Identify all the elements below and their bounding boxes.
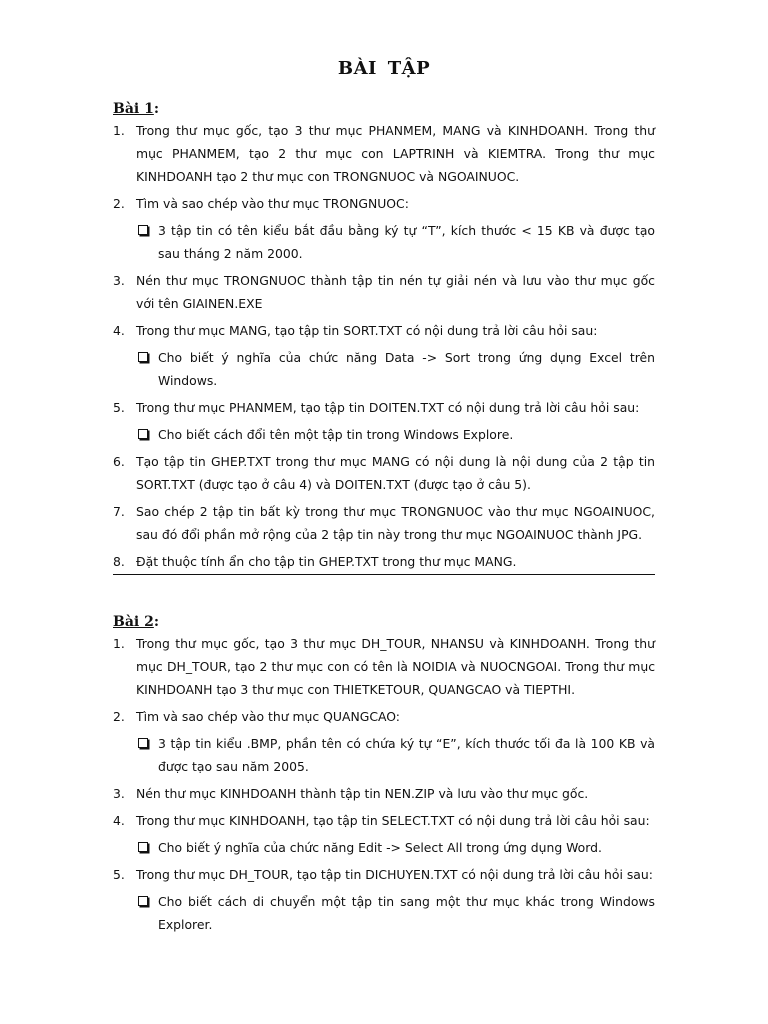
item-text: Trong thư mục MANG, tạo tập tin SORT.TXT có nội dung trả lời câu hỏi sau: <box>136 323 598 338</box>
sub-list-item <box>113 732 655 778</box>
section-heading-label: Bài 2 <box>113 614 154 630</box>
numbered-list-item <box>113 863 655 886</box>
section-divider <box>113 574 655 575</box>
numbered-list-item <box>113 269 655 315</box>
numbered-list-item <box>113 500 655 546</box>
section-bai-1 <box>113 99 655 577</box>
checkbox-bullet-icon <box>138 225 148 235</box>
sub-item-text: 3 tập tin có tên kiểu bắt đầu bằng ký tự “T”, kích thước < 15 KB và được tạo sau tháng 2 năm 2000. <box>158 223 655 261</box>
checkbox-bullet-icon <box>138 738 148 748</box>
item-text: Trong thư mục PHANMEM, tạo tập tin DOITEN.TXT có nội dung trả lời câu hỏi sau: <box>136 400 640 415</box>
item-number: 3. <box>113 273 125 288</box>
numbered-list-item <box>113 319 655 342</box>
item-text: Tìm và sao chép vào thư mục QUANGCAO: <box>136 709 400 724</box>
section-heading <box>113 99 655 119</box>
item-number: 7. <box>113 504 125 519</box>
sub-item-text: Cho biết ý nghĩa của chức năng Data -> Sort trong ứng dụng Excel trên Windows. <box>158 350 655 388</box>
sub-item-text: 3 tập tin kiểu .BMP, phần tên có chứa ký tự “E”, kích thước tối đa là 100 KB và được tạo sau năm 2005. <box>158 736 655 774</box>
exercise-list <box>113 119 655 573</box>
numbered-list-item <box>113 782 655 805</box>
section-bai-2 <box>113 612 655 940</box>
item-text: Nén thư mục TRONGNUOC thành tập tin nén tự giải nén và lưu vào thư mục gốc với tên GIAINEN.EXE <box>136 273 655 311</box>
numbered-list-item <box>113 809 655 832</box>
numbered-list-item <box>113 396 655 419</box>
numbered-list-item <box>113 119 655 188</box>
sub-item-text: Cho biết cách đổi tên một tập tin trong Windows Explore. <box>158 427 514 442</box>
item-text: Trong thư mục KINHDOANH, tạo tập tin SELECT.TXT có nội dung trả lời câu hỏi sau: <box>136 813 650 828</box>
item-text: Tìm và sao chép vào thư mục TRONGNUOC: <box>136 196 409 211</box>
exercise-list <box>113 632 655 936</box>
section-heading-colon: : <box>153 614 160 630</box>
checkbox-bullet-icon <box>138 896 148 906</box>
item-number: 3. <box>113 786 125 801</box>
item-text: Tạo tập tin GHEP.TXT trong thư mục MANG có nội dung là nội dung của 2 tập tin SORT.TXT (được tạo ở câu 4) và DOITEN.TXT (được tạo ở câu 5). <box>136 454 655 492</box>
checkbox-bullet-icon <box>138 352 148 362</box>
item-number: 2. <box>113 196 125 211</box>
item-number: 5. <box>113 400 125 415</box>
sub-list-item <box>113 346 655 392</box>
page-title: BÀI TẬP <box>337 58 431 79</box>
sub-item-text: Cho biết ý nghĩa của chức năng Edit -> Select All trong ứng dụng Word. <box>158 840 602 855</box>
numbered-list-item <box>113 632 655 701</box>
section-heading <box>113 612 655 632</box>
section-heading-label: Bài 1 <box>113 101 154 117</box>
item-number: 4. <box>113 323 125 338</box>
numbered-list-item <box>113 705 655 728</box>
sub-list-item <box>113 219 655 265</box>
item-text: Trong thư mục DH_TOUR, tạo tập tin DICHUYEN.TXT có nội dung trả lời câu hỏi sau: <box>136 867 653 882</box>
numbered-list-item <box>113 550 655 573</box>
item-text: Trong thư mục gốc, tạo 3 thư mục PHANMEM, MANG và KINHDOANH. Trong thư mục PHANMEM, tạo 2 thư mục con LAPTRINH và KIEMTRA. Trong thư mục KINHDOANH tạo 2 thư mục con TRONGNUOC và NGOAINUOC. <box>136 123 655 184</box>
sub-item-text: Cho biết cách di chuyển một tập tin sang một thư mục khác trong Windows Explorer. <box>158 894 655 932</box>
sub-list-item <box>113 890 655 936</box>
item-number: 6. <box>113 454 125 469</box>
item-text: Sao chép 2 tập tin bất kỳ trong thư mục TRONGNUOC vào thư mục NGOAINUOC, sau đó đổi phần mở rộng của 2 tập tin này trong thư mục NGOAINUOC thành JPG. <box>136 504 655 542</box>
item-number: 5. <box>113 867 125 882</box>
item-text: Trong thư mục gốc, tạo 3 thư mục DH_TOUR, NHANSU và KINHDOANH. Trong thư mục DH_TOUR, tạo 2 thư mục con có tên là NOIDIA và NUOCNGOAI. Trong thư mục KINHDOANH tạo 3 thư mục con THIETKETOUR, QUANGCAO và TIEPTHI. <box>136 636 655 697</box>
checkbox-bullet-icon <box>138 842 148 852</box>
section-heading-colon: : <box>153 101 160 117</box>
sub-list-item <box>113 423 655 446</box>
item-text: Đặt thuộc tính ẩn cho tập tin GHEP.TXT trong thư mục MANG. <box>136 554 517 569</box>
sub-list-item <box>113 836 655 859</box>
item-number: 2. <box>113 709 125 724</box>
numbered-list-item <box>113 450 655 496</box>
item-text: Nén thư mục KINHDOANH thành tập tin NEN.ZIP và lưu vào thư mục gốc. <box>136 786 589 801</box>
item-number: 1. <box>113 123 125 138</box>
numbered-list-item <box>113 192 655 215</box>
item-number: 4. <box>113 813 125 828</box>
item-number: 1. <box>113 636 125 651</box>
item-number: 8. <box>113 554 125 569</box>
checkbox-bullet-icon <box>138 429 148 439</box>
